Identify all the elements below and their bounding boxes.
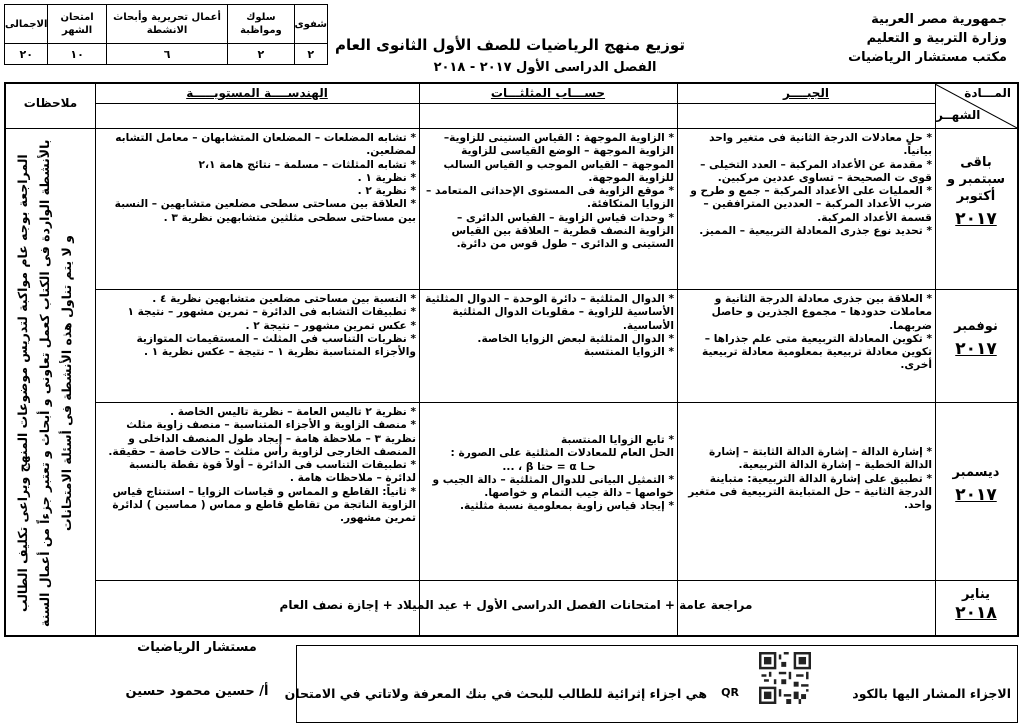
qr-footer [284, 645, 1018, 723]
algebra-cell [682, 132, 932, 287]
trig-cell [424, 293, 674, 401]
grade-header: أعمال تحريرية وأبحاث الانشطة [106, 5, 227, 44]
geometry-cell [100, 406, 416, 578]
topic-item: * مقدمة عن الأعداد المركبة – العدد التخيلى – قوى ت الصحيحة – تساوى عددين مركبين. [700, 158, 932, 184]
topic-item: * تشابه المضلعات – المضلعان المتشابهان – معامل التشابه لمضلعين. [115, 132, 416, 158]
topic-item: * نظرية ٢ تاليس العامة – نظرية تاليس الخاصة . [169, 406, 416, 418]
topic-item: * تطبيقات التناسب فى الدائرة – أولاً قوة نقطة بالنسبة لدائرة – ملاحظات هامة . [129, 459, 416, 485]
grade-header: امتحان الشهر [48, 5, 106, 44]
month-year: ٢٠١٧ [955, 209, 997, 229]
col-notes: ملاحظات [23, 96, 78, 110]
topic-item: * نظرية ٢ . [357, 185, 416, 198]
qr-code-icon[interactable] [759, 652, 811, 704]
algebra-cell [682, 446, 932, 576]
topic-item: * نظريات التناسب فى المثلث – المستقيمات المتوازية والأجزاء المتناسبة نظرية ١ – نتيجة – عكس نظرية ١ . [136, 332, 416, 359]
geometry-cell [100, 293, 416, 401]
algebra-cell [682, 293, 932, 401]
signature-role: مستشار الرياضيات [137, 640, 257, 655]
grade-header: سلوك ومواظبة [228, 5, 294, 44]
topic-item: * العلاقة بين جذرى معادلة الدرجة الثانية و معاملات حدودها – مجموع الجذرين و حاصل ضربهما. [711, 293, 932, 332]
topic-item: * موقع الزاوية فى المستوى الإحداثى المتعامد – الزوايا المتكافئة. [426, 185, 674, 211]
grade-header: الاجمالى [5, 5, 48, 44]
topic-item: حـا α = حتا β ، ... [502, 460, 596, 473]
topic-item: * تكوين المعادلة التربيعية متى علم جذراها – تكوين معادلة تربيعية بمعلومية معادلة تربيعية أخرى. [702, 332, 932, 372]
topic-item: * منصف الزاوية و الأجزاء المتناسبة – منصف زاوية مثلث نظرية ٣ – ملاحظة هامة – إيجاد طول المنصف الداخلى و المنصف الخارجى لزاوية رأس مثلث – حالات خاصة – حقيقة. [108, 419, 416, 458]
organization-header [817, 10, 1007, 67]
col-algebra: الجبــــر [782, 86, 830, 100]
topic-item: * تطبيق على إشارة الدالة التربيعية: متباينة الدرجة الثانية – حل المتباينة التربيعية فى متغير واحد. [688, 472, 932, 512]
topic-item: * وحدات قياس الزاوية – القياس الدائرى – الزاوية النصف قطرية – العلاقة بين القياس الستينى و الدائرى – طول قوس من دائرة. [451, 211, 674, 251]
topic-item: * تطبيقات التشابه فى الدائرة – تمرين مشهور – نتيجة ١ [127, 306, 416, 319]
grade-value: ١٠ [48, 44, 106, 65]
month-year: ٢٠١٧ [955, 339, 997, 359]
grade-value: ٢٠ [5, 44, 48, 65]
trig-cell [424, 434, 674, 578]
col-geometry: الهندســــة المستويـــــة [186, 86, 328, 100]
topic-item: الحل العام للمعادلات المثلثية على الصورة : [450, 447, 674, 460]
col-month: الشهــر [936, 108, 981, 122]
col-trig: حســـاب المثلثـــات [490, 86, 606, 100]
grade-value: ٢ [294, 44, 327, 65]
topic-item: * الزاوية الموجهة : القياس الستينى للزاوية– الزاوية الموجهة – الوضع القياسى للزاوية الموجهة – القياس الموجب و القياس السالب للزاوية الموجهة. [443, 132, 674, 184]
month-year: ٢٠١٧ [955, 485, 997, 505]
qr-note: هي اجزاء إثرائية للطالب للبحث في بنك المعرفة ولاتاتي في الامتحان [284, 686, 707, 701]
january-review: مراجعة عامة + امتحانات الفصل الدراسى الأول + عيد الميلاد + إجازة نصف العام [279, 598, 753, 612]
month-label [936, 154, 1016, 228]
month-label [936, 318, 1016, 358]
office-name: مكتب مستشار الرياضيات [848, 50, 1007, 65]
ministry-name: وزارة التربية و التعليم [866, 31, 1007, 46]
topic-item: * إيجاد قياس زاوية بمعلومية نسبة مثلثية. [459, 500, 674, 513]
geometry-cell [100, 132, 416, 287]
topic-item: * العلاقة بين مساحتى سطحى مضلعين متشابهين – النسبة بين مساحتى سطحى مثلثين متشابهين نظرية ٣ . [114, 198, 416, 224]
topic-item: * ثانياً: القاطع و المماس و قياسات الزوايا – استنتاج قياس الزاوية الناتجة من تقاطع قاطع و مماس ( مماسين ) لدائرة تمرين مشهور. [112, 485, 416, 525]
month-name: ديسمبر [952, 465, 1000, 480]
topic-item: * الدوال المثلثية – دائرة الوحدة – الدوال المثلثية الأساسية للزاوية – مقلوبات الدوال المثلثية الأساسية. [425, 293, 674, 332]
month-year: ٢٠١٨ [955, 603, 997, 623]
month-name: يناير [961, 587, 991, 602]
notes-text: المراجعة بوجه عام مواكبة لتدريس موضوعات المنهج ويراعى تكليف الطالب بالأنشطة الواردة فى الكتاب كعمل تعاونى و أبحاث و تعتبر جزءاً من أعمال السنة و لا يتم تناول هذه الأنشطة فى أسئلة الامتحانات [15, 139, 74, 628]
signature-name: أ/ حسين محمود حسين [125, 684, 269, 699]
qr-label: الاجزاء المشار اليها بالكود [852, 686, 1011, 701]
topic-item: * تابع الزوايا المنتسبة [560, 434, 674, 446]
topic-item: * الدوال المثلثية لبعض الزوايا الخاصة. [477, 332, 674, 345]
grade-header: شفوى [294, 5, 327, 44]
topic-item: * إشارة الدالة – إشارة الدالة الثابتة – إشارة الدالة الخطية – إشارة الدالة التربيعية. [709, 446, 932, 472]
topic-item: * تحديد نوع جذرى المعادلة التربيعية – المميز. [699, 225, 932, 238]
topic-item: * العمليات على الأعداد المركبة – جمع و طرح و ضرب الأعداد المركبة – العددين المترافقين – قسمة الأعداد المركبة. [690, 185, 932, 224]
topic-item: * عكس تمرين مشهور – نتيجة ٢ . [245, 319, 416, 332]
curriculum-table [4, 82, 1019, 637]
trig-cell [424, 132, 674, 287]
qr-code-text: QR [721, 686, 739, 699]
topic-item: * نظرية ١ . [357, 171, 416, 184]
grade-value: ٢ [228, 44, 294, 65]
month-name: باقى سبتمبر و أكتوبر [946, 155, 1006, 204]
country-name: جمهورية مصر العربية [871, 12, 1007, 27]
topic-item: * حل معادلات الدرجة الثانية فى متغير واحد بيانياً. [709, 132, 932, 158]
topic-item: * الزوايا المنتسبة [583, 346, 674, 359]
topic-item: * النسبة بين مساحتى مضلعين متشابهين نظرية ٤ . [152, 293, 416, 305]
page-title: توزيع منهج الرياضيات للصف الأول الثانوى العام [335, 36, 685, 54]
grade-value: ٦ [106, 44, 227, 65]
term-label: الفصل الدراسى الأول ٢٠١٧ - ٢٠١٨ [433, 60, 657, 75]
grades-table [4, 4, 328, 65]
topic-item: * التمثيل البيانى للدوال المثلثية – دالة الجيب و خواصها – دالة جيب التمام و خواصها. [432, 473, 674, 500]
month-label [936, 464, 1016, 504]
col-subject: المـــادة [964, 86, 1011, 100]
month-label [936, 586, 1016, 622]
month-name: نوفمبر [954, 319, 998, 334]
topic-item: * تشابه المثلثات – مسلمة – نتائج هامة ٢،١ [198, 158, 416, 171]
